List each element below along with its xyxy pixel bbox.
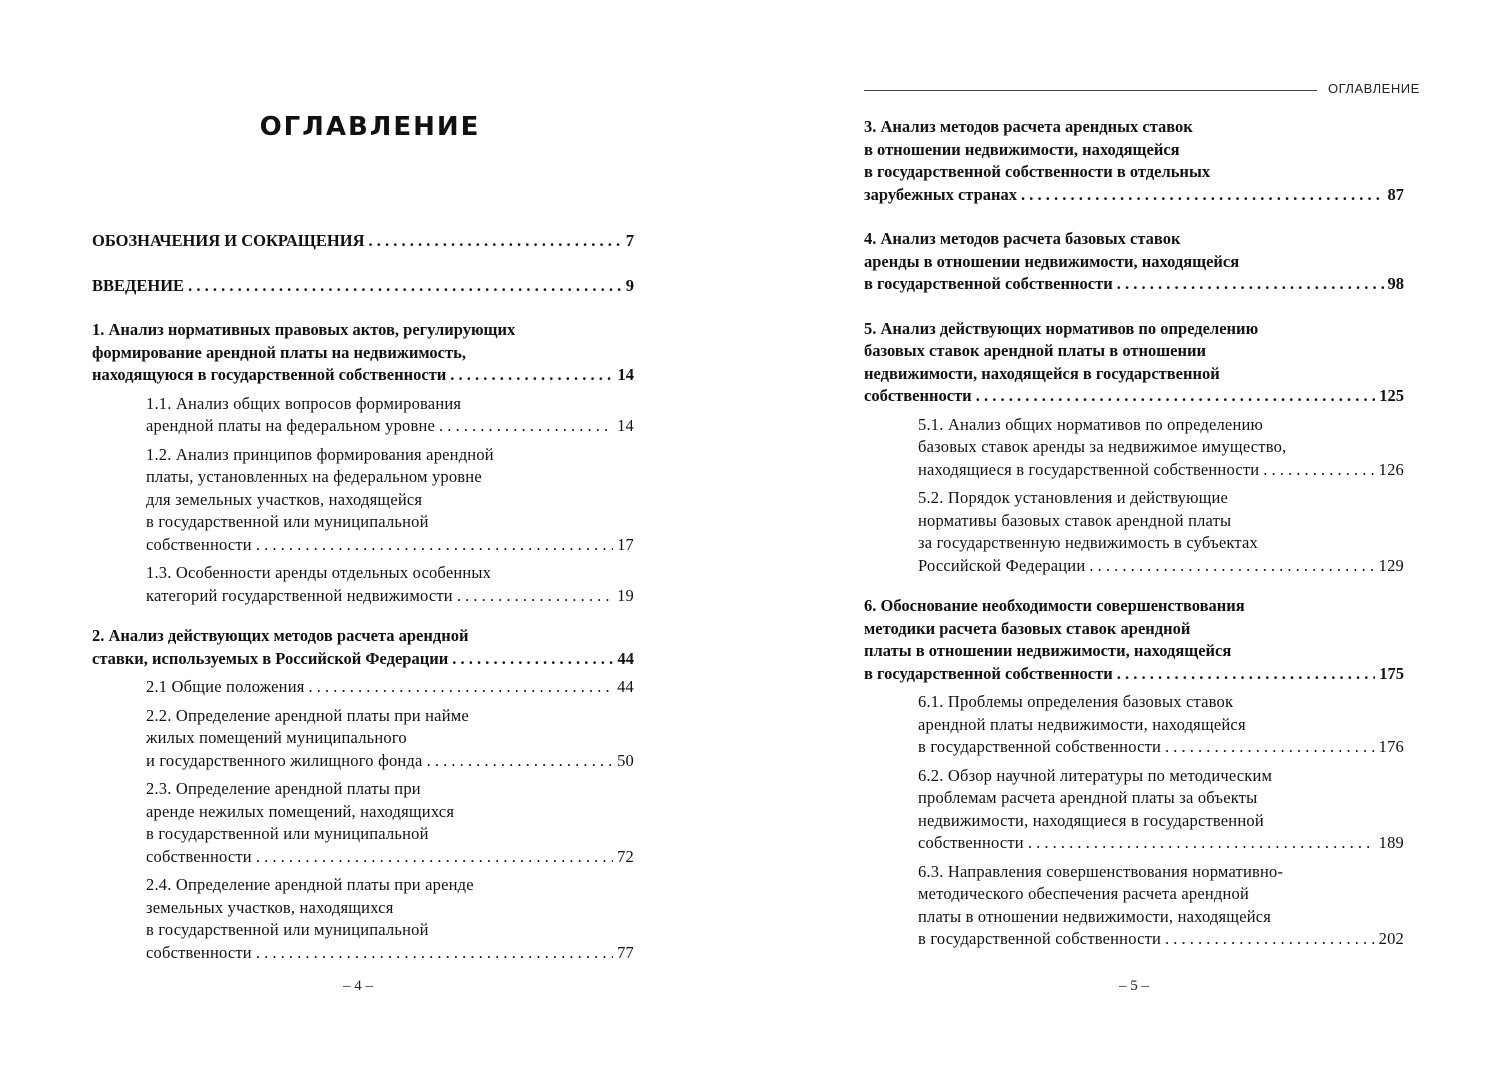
toc-entry-line: 5.1. Анализ общих нормативов по определению (918, 414, 1264, 434)
toc-entry-last-line (92, 230, 634, 253)
toc-entry-line: недвижимости, находящиеся в государственной (918, 810, 1264, 830)
toc-page-number: 98 (1387, 274, 1404, 293)
toc-page-number: 50 (617, 750, 634, 770)
toc-right (864, 116, 1404, 951)
toc-entry-abbreviations[interactable] (92, 230, 634, 253)
toc-page-number: 129 (1378, 555, 1404, 575)
toc-page-number: 72 (617, 846, 634, 866)
toc-entry-line: 1.1. Анализ общих вопросов формирования (146, 393, 462, 413)
dot-leader (1117, 273, 1384, 296)
dot-leader (457, 585, 613, 608)
toc-entry-5-1[interactable] (864, 414, 1404, 482)
toc-entry-last-line (864, 663, 1404, 686)
toc-entry-1-2[interactable] (92, 444, 634, 557)
toc-entry-text: собственности (146, 534, 252, 554)
toc-entry-last-line (146, 585, 634, 608)
toc-entry-text: зарубежных странах (864, 184, 1018, 204)
toc-entry-text: собственности (918, 833, 1024, 852)
toc-entry-line: в отношении недвижимости, находящейся (864, 139, 1180, 159)
toc-entry-line: методического обеспечения расчета арендной (918, 884, 1249, 903)
toc-page-number: 9 (625, 275, 634, 295)
dot-leader (256, 846, 613, 869)
toc-entry-text: ВВЕДЕНИЕ (92, 275, 185, 295)
toc-entry-line: формирование арендной платы на недвижимость, (92, 342, 466, 362)
toc-entry-line: 2.3. Определение арендной платы при (146, 779, 421, 798)
dot-leader (427, 750, 614, 773)
toc-entry-line: 2.4. Определение арендной платы при аренде (146, 875, 474, 894)
toc-entry-line: 6.1. Проблемы определения базовых ставок (918, 692, 1234, 711)
toc-entry-line: 6.3. Направления совершенствования нормативно- (918, 861, 1284, 881)
toc-entry-last-line (92, 364, 634, 387)
toc-entry-line: 5.2. Порядок установления и действующие (918, 488, 1229, 507)
toc-entry-text: 2.1 Общие положения (146, 677, 305, 696)
toc-entry-6-1[interactable] (864, 691, 1404, 759)
page-number: – 5 – (1119, 978, 1149, 994)
toc-entry-last-line (92, 275, 634, 298)
toc-page-number: 176 (1378, 737, 1404, 756)
toc-entry-line: 3. Анализ методов расчета арендных ставок (864, 117, 1193, 136)
toc-entry-last-line (918, 555, 1404, 578)
toc-entry-last-line (146, 534, 634, 557)
toc-page-number: 175 (1379, 663, 1404, 683)
toc-entry-text: ставки, используемых в Российской Федерации (92, 648, 449, 668)
toc-entry-1-1[interactable] (92, 393, 634, 438)
toc-entry-line: в государственной или муниципальной (146, 920, 429, 939)
toc-entry-text: собственности (864, 386, 972, 405)
toc-entry-last-line (146, 415, 634, 438)
dot-leader (1089, 555, 1374, 578)
toc-entry-last-line (864, 273, 1404, 296)
toc-page-number: 44 (617, 648, 634, 668)
toc-entry-line: в государственной собственности в отдельных (864, 162, 1211, 181)
toc-entry-last-line (146, 750, 634, 773)
right-page (756, 0, 1512, 1080)
toc-entry-line: 1.3. Особенности аренды отдельных особенных (146, 563, 492, 582)
toc-entry-last-line (146, 846, 634, 869)
dot-leader (452, 648, 613, 671)
toc-entry-line: базовых ставок аренды за недвижимое имущество, (918, 437, 1287, 456)
toc-entry-2-4[interactable] (92, 874, 634, 964)
toc-page-number: 189 (1378, 833, 1404, 852)
toc-entry-line: 2.2. Определение арендной платы при найме (146, 705, 469, 725)
toc-page-number: 202 (1378, 929, 1404, 948)
toc-entry-text: находящуюся в государственной собственности (92, 365, 447, 384)
toc-entry-last-line (918, 928, 1404, 951)
toc-entry-line: 5. Анализ действующих нормативов по определению (864, 318, 1259, 338)
toc-entry-line: 2. Анализ действующих методов расчета арендной (92, 626, 469, 645)
toc-entry-line: в государственной или муниципальной (146, 512, 429, 531)
toc-entry-chapter-4[interactable] (864, 228, 1404, 296)
toc-entry-chapter-3[interactable] (864, 116, 1404, 206)
dot-leader (1021, 184, 1383, 207)
toc-entry-chapter-6[interactable] (864, 595, 1404, 685)
toc-left (92, 230, 634, 964)
toc-entry-last-line (864, 184, 1404, 207)
toc-entry-text: ОБОЗНАЧЕНИЯ И СОКРАЩЕНИЯ (92, 231, 365, 250)
toc-entry-5-2[interactable] (864, 487, 1404, 577)
toc-entry-line: недвижимости, находящейся в государственной (864, 363, 1220, 383)
running-head: ОГЛАВЛЕНИЕ (1328, 81, 1420, 96)
page-number: – 4 – (343, 978, 373, 994)
toc-entry-line: нормативы базовых ставок арендной платы (918, 510, 1232, 530)
toc-page-number: 14 (617, 416, 634, 435)
dot-leader (1165, 928, 1375, 951)
toc-entry-line: 6.2. Обзор научной литературы по методическим (918, 765, 1273, 785)
toc-entry-introduction[interactable] (92, 275, 634, 298)
toc-page-number: 44 (617, 677, 634, 696)
toc-entry-2-2[interactable] (92, 705, 634, 773)
dot-leader (439, 415, 613, 438)
toc-entry-text: Российской Федерации (918, 555, 1086, 575)
toc-entry-line: за государственную недвижимость в субъектах (918, 533, 1258, 552)
dot-leader (1028, 832, 1375, 855)
toc-entry-line: 4. Анализ методов расчета базовых ставок (864, 229, 1181, 248)
toc-entry-text: в государственной собственности (918, 929, 1162, 948)
toc-entry-line: 1. Анализ нормативных правовых актов, регулирующих (92, 320, 516, 339)
toc-entry-line: арендной платы недвижимости, находящейся (918, 714, 1246, 734)
toc-entry-last-line (918, 459, 1404, 482)
toc-entry-line: платы, установленных на федеральном уровне (146, 467, 482, 486)
toc-entry-line: в государственной или муниципальной (146, 824, 429, 843)
toc-page-number: 17 (617, 534, 634, 554)
toc-page-number: 7 (625, 231, 634, 250)
toc-entry-text: в государственной собственности (864, 274, 1113, 293)
toc-title: ОГЛАВЛЕНИЕ (259, 112, 481, 142)
dot-leader (309, 676, 614, 699)
toc-entry-line: платы в отношении недвижимости, находящейся (864, 641, 1232, 660)
toc-entry-2-3[interactable] (92, 778, 634, 868)
toc-entry-last-line (146, 942, 634, 965)
dot-leader (256, 534, 613, 557)
toc-entry-text: и государственного жилищного фонда (146, 750, 423, 770)
toc-entry-line: 1.2. Анализ принципов формирования арендной (146, 444, 494, 464)
toc-entry-2-1[interactable] (92, 676, 634, 699)
toc-page-number: 87 (1387, 184, 1404, 204)
header-rule (864, 90, 1317, 91)
toc-page-number: 77 (617, 942, 634, 962)
dot-leader (1165, 736, 1375, 759)
dot-leader (369, 230, 622, 253)
toc-entry-chapter-1[interactable] (92, 319, 634, 387)
toc-entry-line: аренде нежилых помещений, находящихся (146, 801, 455, 821)
toc-entry-line: аренды в отношении недвижимости, находящейся (864, 251, 1240, 271)
toc-entry-last-line (92, 648, 634, 671)
toc-page-number: 19 (617, 585, 634, 605)
toc-entry-line: жилых помещений муниципального (146, 728, 407, 747)
dot-leader (450, 364, 613, 387)
toc-entry-text: собственности (146, 942, 252, 962)
toc-entry-last-line (918, 832, 1404, 855)
toc-entry-1-3[interactable] (92, 562, 634, 607)
toc-entry-line: для земельных участков, находящейся (146, 489, 423, 509)
toc-entry-text: собственности (146, 846, 252, 866)
toc-entry-line: методики расчета базовых ставок арендной (864, 618, 1191, 638)
toc-entry-6-3[interactable] (864, 861, 1404, 951)
toc-entry-line: базовых ставок арендной платы в отношении (864, 341, 1206, 360)
toc-entry-last-line (864, 385, 1404, 408)
toc-entry-text: в государственной собственности (918, 737, 1162, 756)
toc-entry-last-line (146, 676, 634, 699)
toc-page-number: 125 (1379, 386, 1404, 405)
toc-entry-line: земельных участков, находящихся (146, 897, 394, 917)
toc-entry-text: категорий государственной недвижимости (146, 585, 453, 605)
toc-entry-text: в государственной собственности (864, 663, 1113, 683)
toc-entry-chapter-2[interactable] (92, 625, 634, 670)
toc-entry-text: находящиеся в государственной собственности (918, 459, 1260, 479)
dot-leader (256, 942, 613, 965)
toc-entry-6-2[interactable] (864, 765, 1404, 855)
toc-entry-line: платы в отношении недвижимости, находящейся (918, 906, 1272, 926)
toc-entry-line: проблемам расчета арендной платы за объекты (918, 788, 1258, 807)
dot-leader (976, 385, 1376, 408)
dot-leader (1117, 663, 1376, 686)
toc-entry-text: арендной платы на федеральном уровне (146, 416, 436, 435)
toc-page-number: 14 (617, 365, 634, 384)
dot-leader (188, 275, 622, 298)
toc-entry-line: 6. Обоснование необходимости совершенствования (864, 596, 1245, 615)
toc-page-number: 126 (1378, 459, 1404, 479)
toc-entry-last-line (918, 736, 1404, 759)
dot-leader (1263, 459, 1374, 482)
toc-entry-chapter-5[interactable] (864, 318, 1404, 408)
